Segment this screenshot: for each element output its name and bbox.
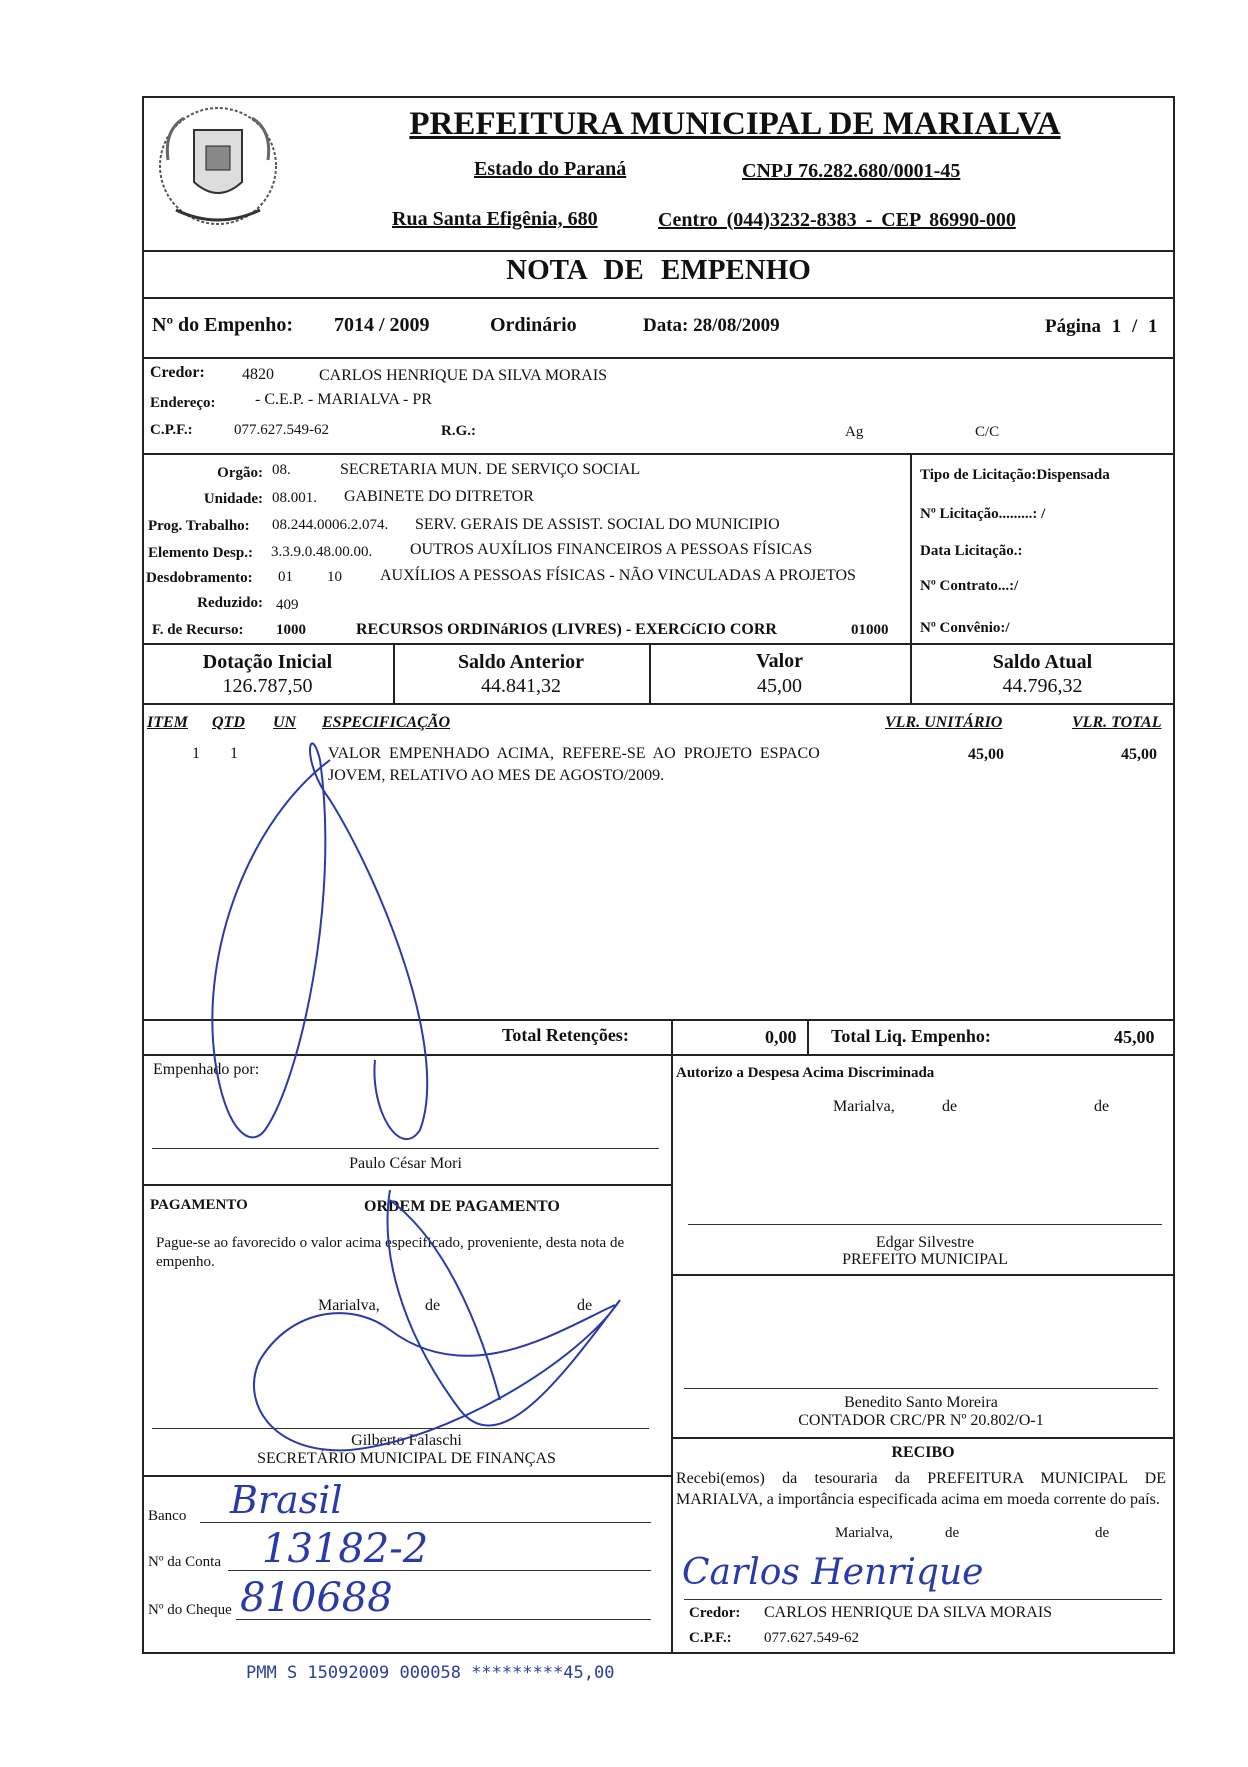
desd-code2: 10 (327, 569, 342, 585)
pagamento-sign-name: Gilberto Falaschi (351, 1432, 462, 1449)
unidade-label: Unidade: (203, 491, 263, 507)
recibo-de2: de (1095, 1525, 1110, 1541)
item-qtd: 1 (230, 745, 238, 762)
pagamento-de2: de (577, 1297, 593, 1314)
autorizo-sign-name: Edgar Silvestre (875, 1234, 975, 1251)
saldo-anterior-label: Saldo Anterior (457, 651, 585, 673)
payment-stamp: PMM S 15092009 000058 *********45,00 (246, 1663, 615, 1683)
col-item: ITEM (147, 714, 188, 731)
prog-label: Prog. Trabalho: (148, 518, 250, 534)
orgao-desc: SECRETARIA MUN. DE SERVIÇO SOCIAL (340, 461, 641, 478)
credor-cpf: 077.627.549-62 (234, 422, 329, 438)
empenho-date: Data: 28/08/2009 (643, 315, 780, 336)
item-total-value: 45,00 (1121, 746, 1157, 763)
credor-label: Credor: (150, 364, 205, 381)
licitacao-tipo: Tipo de Licitação:Dispensada (920, 467, 1110, 483)
saldo-atual-value: 44.796,32 (1002, 675, 1083, 697)
header-contact: Centro (044)3232-8383 - CEP 86990-000 (658, 209, 1016, 231)
valor-label: Valor (755, 650, 804, 672)
header-address: Rua Santa Efigênia, 680 (392, 208, 598, 230)
recibo-signature: Carlos Henrique (682, 1552, 984, 1593)
recibo-title: RECIBO (891, 1444, 955, 1461)
col-spec: ESPECIFICAÇÃO (322, 714, 451, 731)
col-total: VLR. TOTAL (1072, 714, 1162, 731)
empenho-number-label: Nº do Empenho: (152, 314, 294, 336)
autorizo-sign-role: PREFEITO MUNICIPAL (842, 1251, 1008, 1268)
contador-role: CONTADOR CRC/PR Nº 20.802/O-1 (798, 1412, 1044, 1429)
saldo-anterior-value: 44.841,32 (481, 675, 561, 697)
licitacao-contrato: Nº Contrato...:/ (920, 578, 1019, 594)
dotacao-value: 126.787,50 (222, 675, 313, 697)
desd-desc: AUXÍLIOS A PESSOAS FÍSICAS - NÃO VINCULADAS A PROJETOS (380, 567, 856, 584)
credor-cpf-label: C.P.F.: (150, 422, 193, 438)
header-state: Estado do Paraná (474, 158, 627, 180)
reduzido-value: 409 (276, 597, 299, 613)
elem-desc: OUTROS AUXÍLIOS FINANCEIROS A PESSOAS FÍSICAS (410, 541, 813, 558)
credor-ag-label: Ag (845, 424, 864, 440)
pagamento-de1: de (425, 1297, 441, 1314)
empenho-number: 7014 / 2009 (334, 314, 430, 336)
empenhado-name: Paulo César Mori (349, 1155, 462, 1172)
unidade-desc: GABINETE DO DITRETOR (344, 488, 534, 505)
pagamento-label: PAGAMENTO (150, 1197, 248, 1213)
reduzido-label: Reduzido: (197, 595, 263, 611)
empenho-type: Ordinário (490, 314, 577, 336)
desd-code1: 01 (278, 569, 293, 585)
autorizo-title: Autorizo a Despesa Acima Discriminada (676, 1065, 935, 1081)
cheque-label: Nº do Cheque (148, 1602, 232, 1618)
recibo-cpf: 077.627.549-62 (764, 1630, 859, 1646)
recibo-place: Marialva, (835, 1525, 893, 1541)
licitacao-data: Data Licitação.: (920, 543, 1023, 559)
recurso-extra: 01000 (851, 622, 889, 638)
credor-cc-label: C/C (975, 424, 1000, 440)
recurso-code: 1000 (276, 622, 306, 638)
licitacao-convenio: Nº Convênio:/ (920, 620, 1010, 636)
recibo-text: Recebi(emos) da tesouraria da PREFEITURA MUNICIPAL DE MARIALVA, a importância especificada acima em moeda corrente do país. (676, 1470, 1166, 1508)
col-qtd: QTD (212, 714, 245, 731)
credor-name: CARLOS HENRIQUE DA SILVA MORAIS (319, 367, 608, 384)
autorizo-de1: de (942, 1098, 958, 1115)
empenhado-label: Empenhado por: (153, 1061, 260, 1078)
pagamento-text: Pague-se ao favorecido o valor acima especificado, proveniente, desta nota de empenho. (156, 1235, 625, 1270)
pagamento-title: ORDEM DE PAGAMENTO (364, 1198, 560, 1215)
recurso-label: F. de Recurso: (152, 622, 244, 638)
pagamento-sign-role: SECRETÁRIO MUNICIPAL DE FINANÇAS (257, 1450, 556, 1467)
col-un: UN (273, 714, 297, 731)
col-unit: VLR. UNITÁRIO (885, 714, 1003, 731)
elem-label: Elemento Desp.: (148, 545, 253, 561)
total-liq-label: Total Liq. Empenho: (831, 1026, 991, 1046)
item-unit-value: 45,00 (968, 746, 1004, 763)
conta-label: Nº da Conta (148, 1554, 221, 1570)
credor-code: 4820 (242, 366, 274, 383)
header-cnpj: CNPJ 76.282.680/0001-45 (742, 160, 961, 182)
recibo-credor-name: CARLOS HENRIQUE DA SILVA MORAIS (764, 1604, 1053, 1621)
item-spec-line2: JOVEM, RELATIVO AO MES DE AGOSTO/2009. (328, 767, 665, 784)
total-retencoes-label: Total Retenções: (502, 1025, 629, 1045)
orgao-label: Orgão: (217, 465, 263, 481)
cheque-value: 810688 (240, 1575, 393, 1621)
elem-code: 3.3.9.0.48.00.00. (271, 544, 373, 560)
unidade-code: 08.001. (272, 490, 317, 506)
item-spec-line1: VALOR EMPENHADO ACIMA, REFERE-SE AO PROJETO ESPACO (328, 745, 820, 762)
recibo-de1: de (945, 1525, 960, 1541)
dotacao-label: Dotação Inicial (202, 651, 333, 673)
banco-value: Brasil (230, 1478, 343, 1522)
credor-rg-label: R.G.: (441, 423, 476, 439)
recibo-cpf-label: C.P.F.: (689, 1630, 732, 1646)
pagamento-place: Marialva, (318, 1297, 380, 1314)
desd-label: Desdobramento: (146, 570, 253, 586)
total-retencoes-value: 0,00 (765, 1027, 797, 1047)
empenho-page: Página 1 / 1 (1045, 316, 1158, 337)
doc-title: NOTA DE EMPENHO (506, 254, 811, 286)
credor-address-label: Endereço: (150, 395, 216, 411)
contador-name: Benedito Santo Moreira (844, 1394, 998, 1411)
recibo-credor-label: Credor: (689, 1605, 741, 1621)
prog-code: 08.244.0006.2.074. (272, 517, 389, 533)
autorizo-de2: de (1094, 1098, 1110, 1115)
valor-value: 45,00 (757, 675, 802, 697)
recurso-desc: RECURSOS ORDINáRIOS (LIVRES) - EXERCíCIO CORR (356, 621, 777, 638)
conta-value: 13182-2 (262, 1526, 429, 1572)
header-title: PREFEITURA MUNICIPAL DE MARIALVA (409, 106, 1061, 142)
orgao-code: 08. (272, 462, 291, 478)
credor-address: - C.E.P. - MARIALVA - PR (255, 391, 432, 408)
item-number: 1 (192, 745, 200, 762)
banco-label: Banco (148, 1508, 187, 1524)
saldo-atual-label: Saldo Atual (992, 651, 1093, 673)
total-liq-value: 45,00 (1114, 1027, 1155, 1047)
prog-desc: SERV. GERAIS DE ASSIST. SOCIAL DO MUNICIPIO (415, 516, 780, 533)
licitacao-numero: Nº Licitação.........: / (920, 506, 1046, 522)
autorizo-place: Marialva, (833, 1098, 895, 1115)
